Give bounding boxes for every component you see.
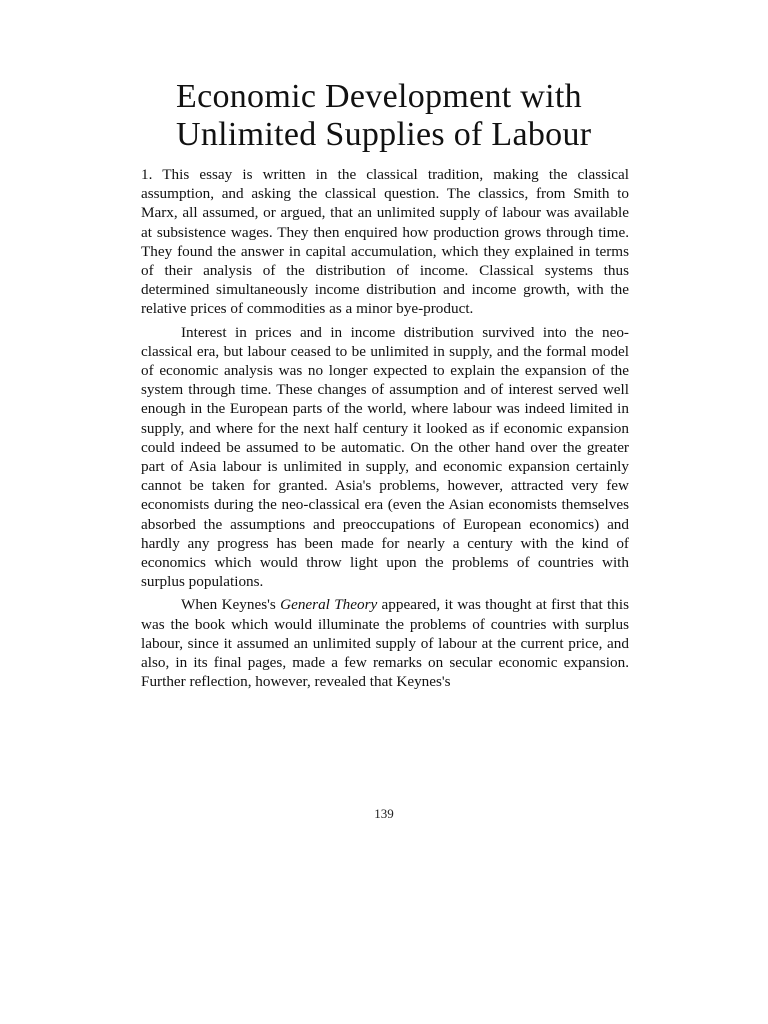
paragraph-3-text-start: When Keynes's (181, 596, 281, 614)
paragraph-3-text-end: appeared, it was thought at first that this was the book which would illuminate the problems of countries with surplus labour, since it assumed an unlimited supply of labour at the current price, and also, in its final pages, made a few remarks on secular economic expansion. Further reflection, however, revealed that Keynes's (141, 596, 629, 691)
article-title-line-2: Unlimited Supplies of Labour (176, 116, 592, 153)
article-title-line-1: Economic Development with (176, 78, 582, 115)
paragraph-2: Interest in prices and in income distribution survived into the neo-classical era, but labour ceased to be unlimited in supply, and the formal model of economic analysis was no longer expected to explain the expansion of the system through time. These changes of assumption and of interest served well enough in the European parts of the world, where labour was indeed limited in supply, and where for the next half century it looked as if economic expansion could indeed be assumed to be automatic. On the other hand over the greater part of Asia labour is unlimited in supply, and economic expansion certainly cannot be taken for granted. Asia's problems, however, attracted very few economists during the neo-classical era (even the Asian economists themselves absorbed the assumptions and preoccupations of European economics) and hardly any progress has been made for nearly a century with the kind of economics which would throw light upon the problems of countries with surplus populations. (141, 323, 629, 591)
paragraph-1: 1. This essay is written in the classical tradition, making the classical assumption, and asking the classical question. The classics, from Smith to Marx, all assumed, or argued, that an unlimited supply of labour was available at subsistence wages. They then enquired how production grows through time. They found the answer in capital accumulation, which they explained in terms of their analysis of the distribution of income. Classical systems thus determined simultaneously income distribution and income growth, with the relative prices of commodities as a minor bye-product. (141, 166, 629, 318)
article-title (176, 78, 646, 154)
article-body (141, 165, 629, 695)
paragraph-3 (141, 595, 629, 691)
page-number: 139 (374, 806, 394, 821)
book-title-general-theory: General Theory (280, 596, 378, 614)
